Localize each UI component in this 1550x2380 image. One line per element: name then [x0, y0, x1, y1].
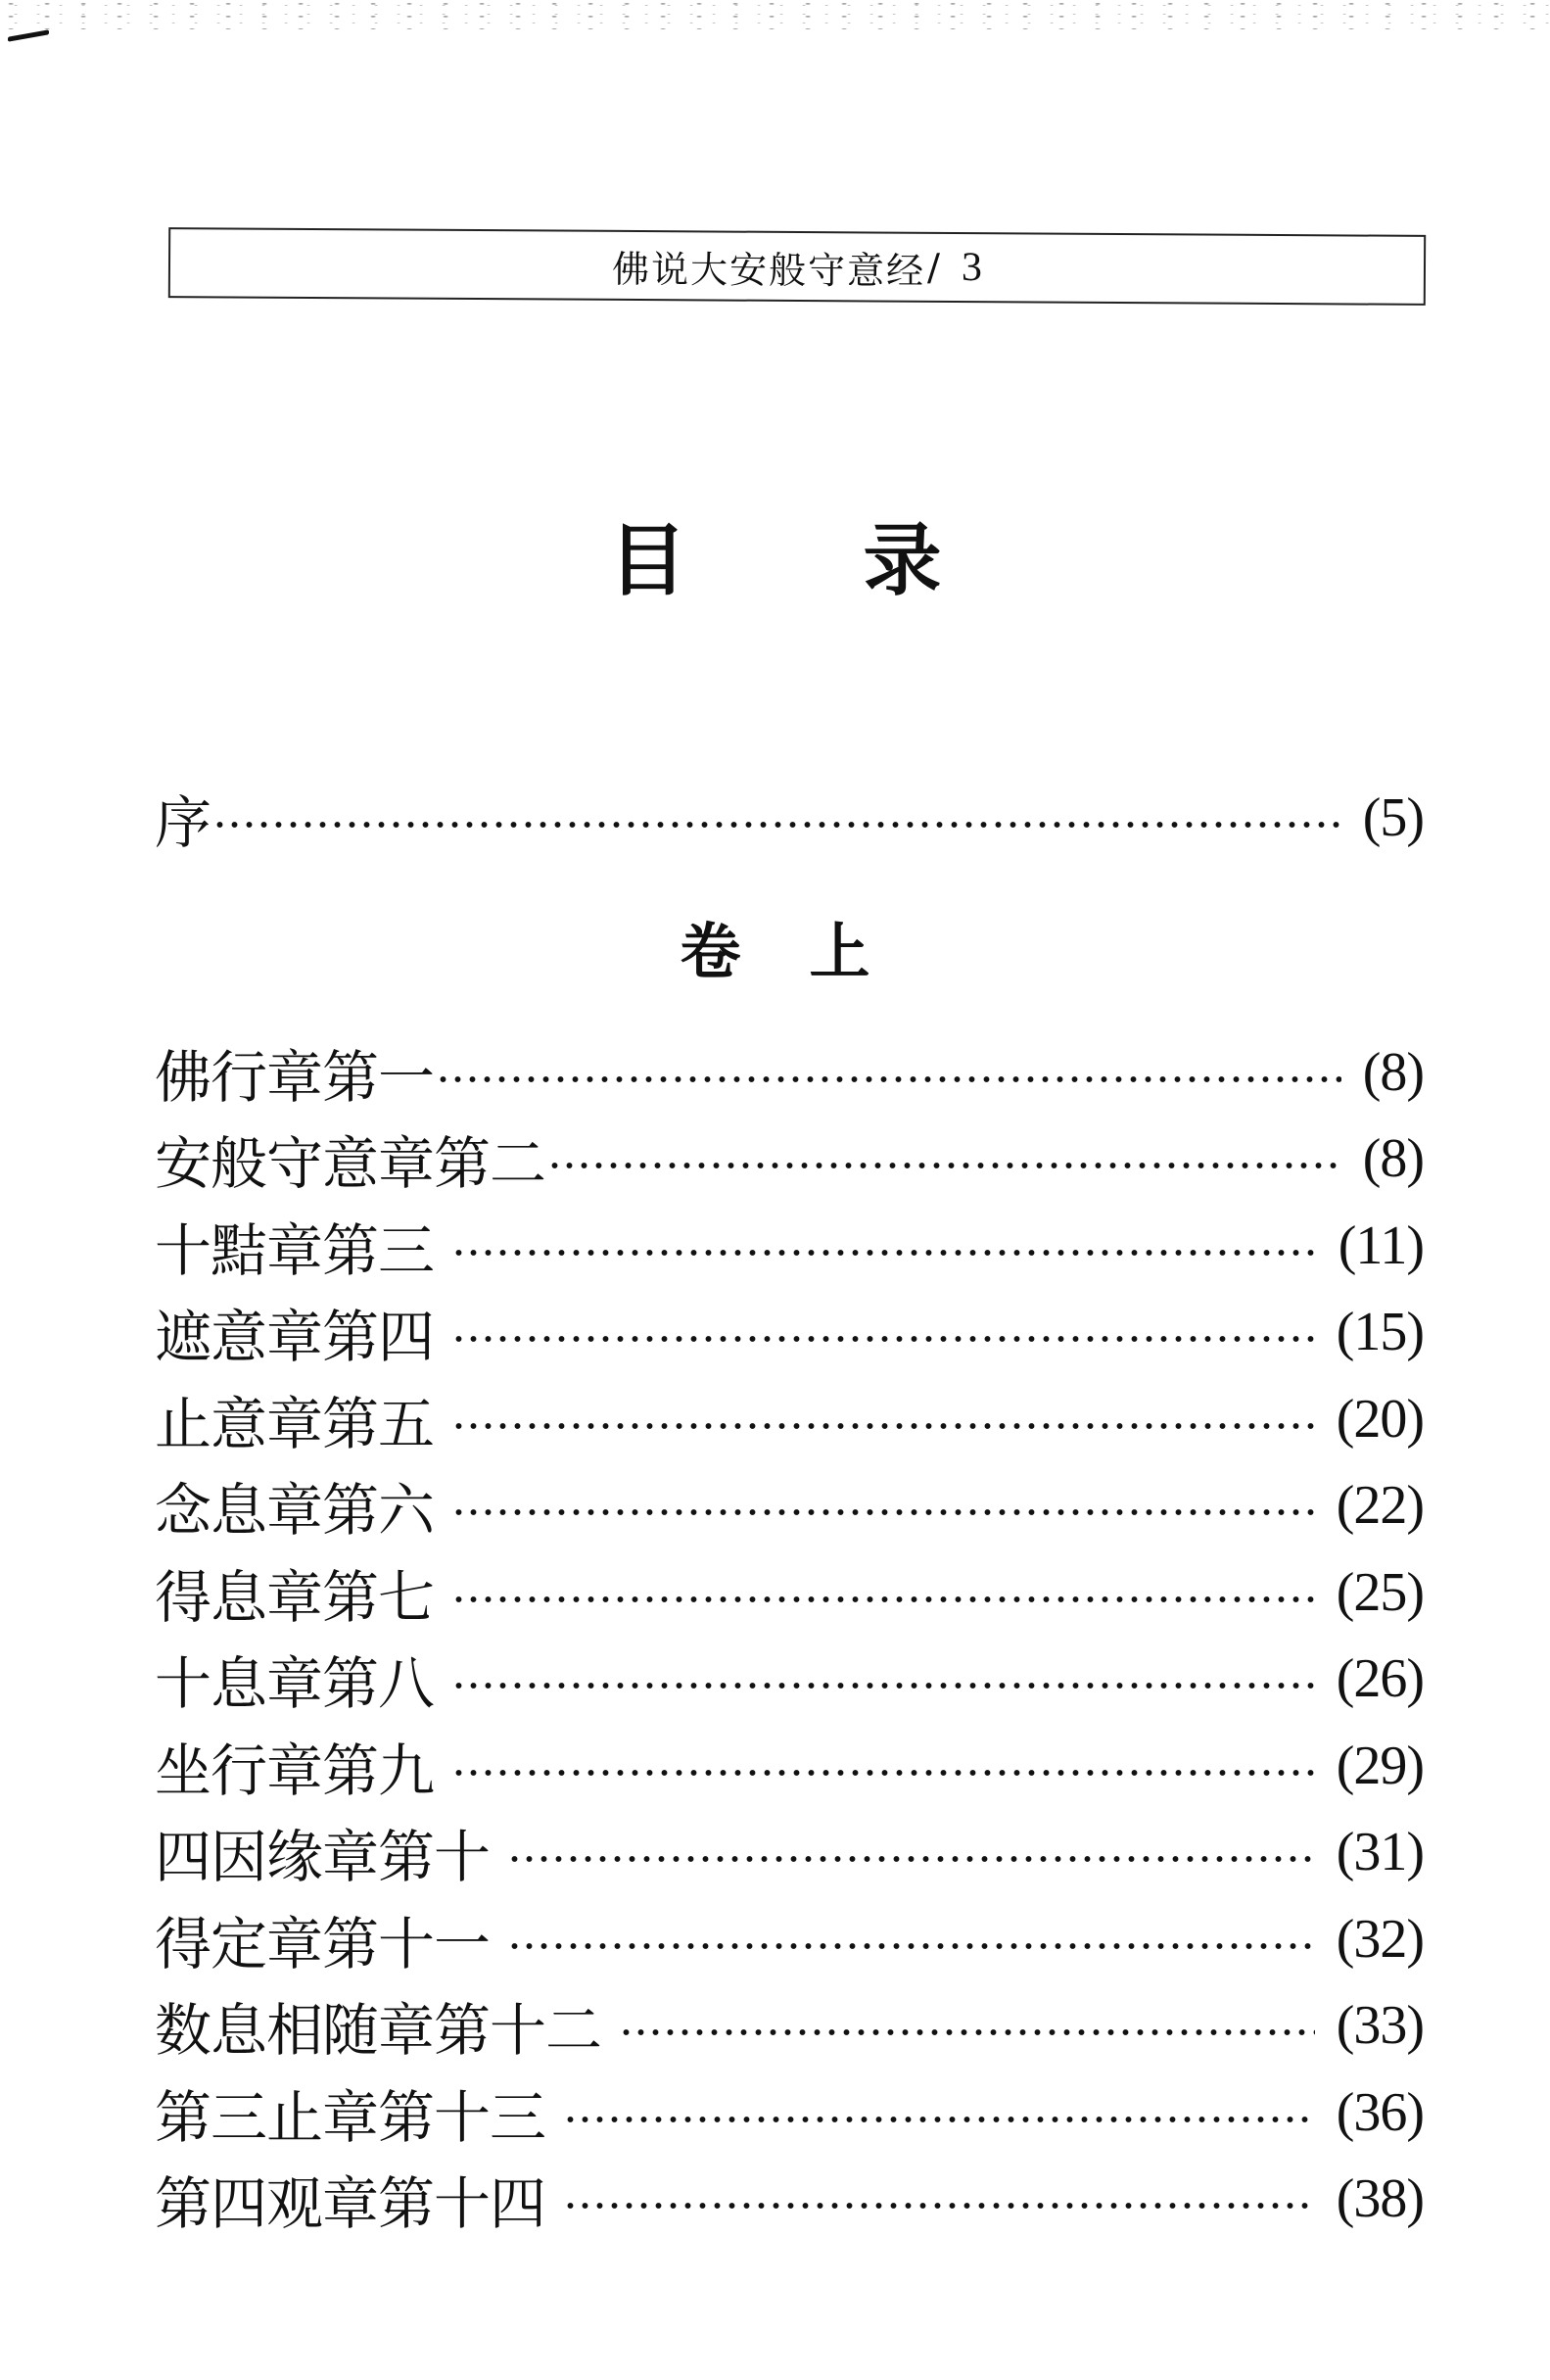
- dot-leader: [563, 2201, 1315, 2211]
- volume-heading-left: 卷: [680, 916, 741, 987]
- toc-entry-label: 念息章第六: [155, 1477, 435, 1544]
- toc-entry-page: (31): [1336, 1822, 1424, 1882]
- toc-title: [0, 498, 1550, 610]
- toc-entry-label: 第四观章第十四: [155, 2170, 546, 2237]
- toc-entry-label: 坐行章第九: [155, 1737, 435, 1804]
- toc-entry[interactable]: [155, 1818, 1424, 1890]
- running-header: [168, 227, 1426, 306]
- dot-leader: [451, 1681, 1315, 1690]
- toc-entry-page: (25): [1336, 1562, 1424, 1623]
- toc-title-left: 目: [608, 515, 687, 606]
- scan-artifact-top: [0, 0, 1550, 29]
- toc-entry[interactable]: [155, 2078, 1424, 2151]
- toc-entry-label: 佛行章第一: [155, 1044, 435, 1111]
- toc-entry[interactable]: [155, 1038, 1424, 1111]
- toc-entry-page: (22): [1336, 1475, 1424, 1536]
- toc-entry-label: 得定章第十一: [155, 1911, 491, 1977]
- toc-entry-label: 安般守意章第二: [155, 1130, 546, 1197]
- volume-heading: [0, 903, 1550, 990]
- dot-leader: [619, 2027, 1315, 2037]
- dot-leader: [563, 2115, 1315, 2124]
- dot-leader: [212, 820, 1341, 830]
- dot-leader: [436, 1074, 1341, 1084]
- toc-entry[interactable]: [155, 1385, 1424, 1457]
- dot-leader: [507, 1854, 1315, 1864]
- toc-entry[interactable]: [155, 1905, 1424, 1977]
- toc-entry[interactable]: [155, 1732, 1424, 1804]
- page-number: 3: [961, 245, 983, 291]
- dot-leader: [451, 1421, 1315, 1431]
- toc-entry-page: (32): [1336, 1909, 1424, 1970]
- toc-entry-page: (20): [1336, 1389, 1424, 1450]
- toc-entry-label: 第三止章第十三: [155, 2084, 546, 2151]
- dot-leader: [451, 1595, 1315, 1604]
- toc-entry-page: (29): [1336, 1736, 1424, 1796]
- dot-leader: [507, 1941, 1315, 1951]
- header-separator: /: [926, 245, 941, 289]
- toc-entry[interactable]: [155, 1991, 1424, 2064]
- toc-entry[interactable]: [155, 1471, 1424, 1544]
- toc-entry[interactable]: [155, 1124, 1424, 1197]
- book-title: 佛说大安般守意经: [611, 247, 926, 293]
- dot-leader: [547, 1161, 1341, 1170]
- toc-entry-page: (26): [1336, 1648, 1424, 1709]
- toc-entry-page: (5): [1362, 787, 1424, 848]
- toc-entry[interactable]: [155, 1212, 1424, 1284]
- scan-artifact-mark: [8, 29, 49, 41]
- toc-entry-label: 十黠章第三: [155, 1217, 435, 1284]
- toc-entry[interactable]: [155, 1644, 1424, 1717]
- toc-entry-page: (36): [1336, 2082, 1424, 2143]
- toc-entry-preface[interactable]: [155, 784, 1424, 856]
- toc-entry-page: (8): [1362, 1128, 1424, 1189]
- dot-leader: [451, 1768, 1315, 1778]
- toc-entry-page: (15): [1336, 1302, 1424, 1362]
- toc-entry[interactable]: [155, 2165, 1424, 2237]
- toc-entry-label: 数息相随章第十二: [155, 1997, 602, 2064]
- toc-title-right: 录: [863, 515, 942, 606]
- toc-entry-label: 得息章第七: [155, 1564, 435, 1631]
- toc-entry-label: 四因缘章第十: [155, 1824, 491, 1890]
- dot-leader: [451, 1507, 1315, 1517]
- toc-entry-page: (38): [1336, 2168, 1424, 2229]
- toc-entry-page: (33): [1336, 1995, 1424, 2056]
- volume-heading-right: 上: [809, 916, 870, 987]
- toc-entry[interactable]: [155, 1298, 1424, 1370]
- toc-entry-label: 止意章第五: [155, 1391, 435, 1457]
- toc-entry-page: (8): [1362, 1042, 1424, 1103]
- toc-entry-label: 序: [155, 789, 211, 856]
- dot-leader: [451, 1248, 1317, 1258]
- dot-leader: [451, 1334, 1315, 1344]
- toc-entry[interactable]: [155, 1558, 1424, 1631]
- toc-entry-label: 遮意章第四: [155, 1304, 435, 1370]
- toc-entry-page: (11): [1338, 1215, 1424, 1276]
- toc-entry-label: 十息章第八: [155, 1650, 435, 1717]
